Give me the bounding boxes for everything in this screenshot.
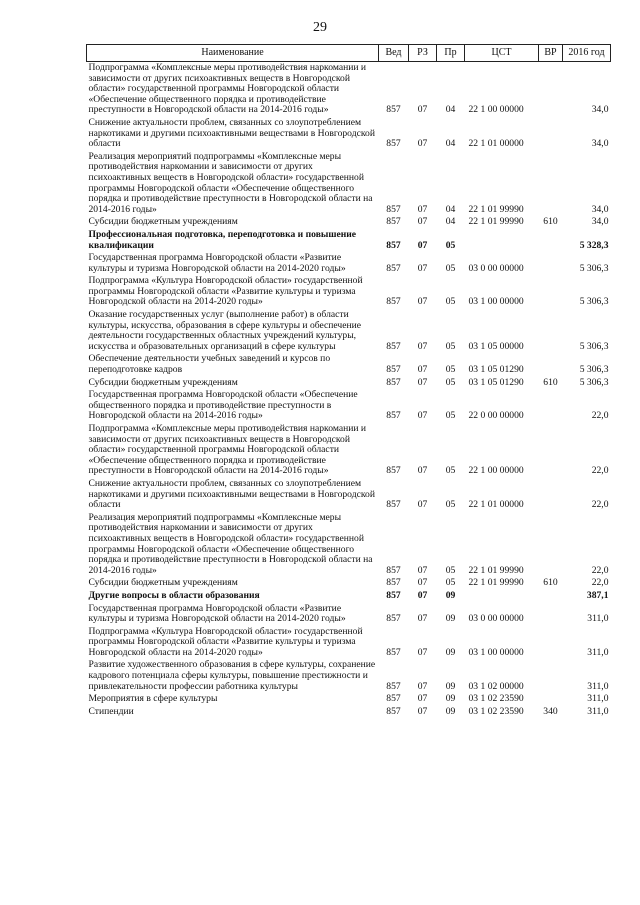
table-row [87,117,611,151]
cell-cst: 03 1 05 01290 [468,376,524,388]
cell-amount: 34,0 [591,104,609,116]
table-row [87,151,611,217]
cell-name: Снижение актуальности проблем, связанных со злоупотреблением наркотиками и другими психоактивными веществами в Новгородской области [88,477,375,511]
cell-ved: 857 [386,138,401,150]
cell-pr: 04 [445,138,456,150]
cell-name: Подпрограмма «Комплексные меры противодействия наркомании и зависимости от других психоактивных веществ в Новгородской области» государственной программы Новгородской области «Обеспечение общественного порядка и противодействие преступности в Новгородской области на 2014-2016 годы» [88,423,367,477]
cell-amount: 5 306,3 [579,296,609,308]
cell-vr [539,659,563,693]
cell-pr: 05 [445,410,456,422]
cell-pr: 04 [445,203,456,215]
cell-name: Подпрограмма «Культура Новгородской области» государственной программы Новгородской области «Развитие культуры и туризма Новгородской области на 2014-2020 годы» [88,625,363,658]
table-header-row [87,45,611,62]
cell-amount: 34,0 [591,203,609,215]
cell-rz: 07 [417,203,428,215]
table-row [87,62,611,117]
cell-name: Государственная программа Новгородской области «Развитие культуры и туризма Новгородской области на 2014-2020 годы» [88,252,346,274]
table-row [87,252,611,275]
cell-cst [465,229,539,252]
cell-pr: 05 [445,564,456,576]
page-number: 29 [313,20,327,35]
cell-name: Государственная программа Новгородской области «Развитие культуры и туризма Новгородской области на 2014-2020 годы» [88,602,346,625]
table-row [87,659,611,693]
cell-vr: 340 [543,705,558,717]
cell-vr [539,117,563,151]
cell-ved: 857 [386,705,401,717]
cell-ved: 857 [386,613,401,625]
cell-vr [539,512,563,578]
cell-vr [539,62,563,117]
cell-pr: 09 [445,613,456,625]
table-row [87,706,611,719]
cell-vr [539,626,563,660]
cell-pr: 05 [445,364,456,376]
column-header-vr: ВР [539,45,563,62]
cell-pr: 05 [445,465,456,477]
cell-amount: 5 306,3 [579,262,609,274]
cell-vr [539,275,563,309]
column-header-pr: Пр [437,45,465,62]
cell-cst: 22 1 00 00000 [468,104,524,116]
cell-pr: 05 [445,296,456,308]
cell-cst: 22 1 01 00000 [468,138,524,150]
table-row [87,216,611,229]
cell-amount: 5 306,3 [579,364,609,376]
cell-cst: 03 1 05 00000 [468,340,524,352]
cell-vr [539,229,563,252]
table-body [87,62,611,719]
cell-ved: 857 [386,499,401,511]
cell-amount: 311,0 [587,613,609,625]
cell-amount: 22,0 [591,465,609,477]
cell-rz: 07 [417,465,428,477]
cell-amount: 34,0 [591,138,609,150]
cell-ved: 857 [386,693,401,705]
cell-pr: 05 [445,577,456,589]
cell-cst: 22 0 00 00000 [468,410,524,422]
cell-amount: 311,0 [587,693,609,705]
cell-rz: 07 [417,376,428,388]
table-row [87,478,611,512]
column-header-amount: 2016 год [563,45,611,62]
cell-name: Снижение актуальности проблем, связанных со злоупотреблением наркотиками и другими психоактивными веществами в Новгородской области [88,116,375,150]
table-row [87,626,611,660]
cell-pr: 09 [445,589,456,601]
cell-pr: 05 [445,262,456,274]
cell-cst: 22 1 01 99990 [468,216,524,228]
table-row [87,577,611,590]
table-row [87,275,611,309]
cell-name: Подпрограмма «Культура Новгородской области» государственной программы Новгородской области «Развитие культуры и туризма Новгородской области на 2014-2020 годы» [88,275,363,308]
table-row [87,512,611,578]
cell-rz: 07 [417,104,428,116]
cell-rz: 07 [417,364,428,376]
cell-cst: 03 1 00 00000 [468,296,524,308]
table-row [87,389,611,423]
cell-cst: 22 1 01 99990 [468,203,524,215]
cell-ved: 857 [386,262,401,274]
cell-rz: 07 [417,340,428,352]
cell-ved: 857 [386,410,401,422]
cell-ved: 857 [386,340,401,352]
cell-vr [539,478,563,512]
cell-name: Реализация мероприятий подпрограммы «Комплексные меры противодействия наркомании и зависимости от других психоактивных веществ в Новгородской области» государственной программы Новгородской области «Обеспечение общественного порядка и противодействие преступности в Новгородской области на 2014-2016 годы» [88,511,373,576]
table-row [87,590,611,603]
table-row [87,353,611,376]
cell-amount: 22,0 [591,577,609,589]
table-row [87,229,611,252]
cell-cst: 03 0 00 00000 [468,613,524,625]
cell-ved: 857 [386,465,401,477]
cell-ved: 857 [386,376,401,388]
cell-rz: 07 [417,564,428,576]
cell-name: Государственная программа Новгородской области «Обеспечение общественного порядка и противодействие преступности в Новгородской области на 2014-2016 годы» [88,389,358,422]
cell-vr [539,603,563,626]
cell-ved: 857 [386,589,401,601]
cell-rz: 07 [417,646,428,658]
cell-vr [539,252,563,275]
cell-pr: 04 [445,216,456,228]
table-row [87,423,611,478]
cell-ved: 857 [386,239,401,251]
cell-amount: 5 306,3 [579,340,609,352]
cell-name: Реализация мероприятий подпрограммы «Комплексные меры противодействия наркомании и зависимости от других психоактивных веществ в Новгородской области» государственной программы Новгородской области «Обеспечение общественного порядка и противодействие преступности в Новгородской области на 2014-2016 годы» [88,150,373,215]
column-header-cst: ЦСТ [465,45,539,62]
cell-amount: 22,0 [591,499,609,511]
cell-ved: 857 [386,296,401,308]
column-header-name: Наименование [87,45,379,62]
cell-name: Профессиональная подготовка, переподготовка и повышение квалификации [88,228,357,251]
cell-pr: 05 [445,376,456,388]
cell-amount: 22,0 [591,410,609,422]
cell-vr [539,389,563,423]
cell-cst: 22 1 01 99990 [468,564,524,576]
cell-amount: 5 328,3 [579,239,609,251]
cell-rz: 07 [417,577,428,589]
cell-pr: 05 [445,499,456,511]
cell-vr [539,353,563,376]
cell-pr: 04 [445,104,456,116]
cell-pr: 09 [445,705,456,717]
table-row [87,603,611,626]
column-header-ved: Вед [379,45,409,62]
cell-amount: 311,0 [587,705,609,717]
table-row [87,693,611,706]
cell-amount: 387,1 [586,589,609,601]
cell-ved: 857 [386,203,401,215]
column-header-rz: РЗ [409,45,437,62]
cell-name: Оказание государственных услуг (выполнение работ) в области культуры, искусства, образования в сфере культуры и обеспечение деятельности государственных областных учреждений культуры, искусства и образовательных организаций в сфере культуры [88,309,362,352]
cell-rz: 07 [417,138,428,150]
cell-cst: 22 1 01 99990 [468,577,524,589]
cell-cst: 03 0 00 00000 [468,262,524,274]
cell-amount: 22,0 [591,564,609,576]
cell-amount: 311,0 [587,680,609,692]
cell-ved: 857 [386,680,401,692]
cell-rz: 07 [417,680,428,692]
cell-cst: 22 1 01 00000 [468,499,524,511]
cell-pr: 09 [445,680,456,692]
cell-rz: 07 [417,239,428,251]
cell-cst: 03 1 00 00000 [468,646,524,658]
cell-rz: 07 [417,693,428,705]
budget-table [86,44,611,718]
cell-name: Субсидии бюджетным учреждениям [88,216,238,228]
cell-pr: 05 [445,340,456,352]
cell-name: Обеспечение деятельности учебных заведений и курсов по переподготовке кадров [88,353,331,376]
cell-vr: 610 [543,577,558,589]
cell-cst: 03 1 05 01290 [468,364,524,376]
cell-ved: 857 [386,646,401,658]
cell-name: Стипендии [88,705,134,717]
cell-cst: 03 1 02 23590 [468,693,524,705]
cell-amount: 34,0 [591,216,609,228]
cell-rz: 07 [417,613,428,625]
cell-rz: 07 [417,296,428,308]
cell-pr: 09 [445,693,456,705]
cell-pr: 09 [445,646,456,658]
table-row [87,309,611,353]
cell-cst [465,590,539,603]
cell-vr: 610 [543,216,558,228]
cell-vr [539,693,563,706]
cell-rz: 07 [417,499,428,511]
cell-name: Субсидии бюджетным учреждениям [88,577,238,589]
cell-ved: 857 [386,364,401,376]
cell-vr: 610 [543,376,558,388]
cell-rz: 07 [417,410,428,422]
cell-rz: 07 [417,262,428,274]
cell-ved: 857 [386,577,401,589]
cell-cst: 03 1 02 00000 [468,680,524,692]
cell-name: Подпрограмма «Комплексные меры противодействия наркомании и зависимости от других психоактивных веществ в Новгородской области» государственной программы Новгородской области «Обеспечение общественного порядка и противодействие преступности в Новгородской области на 2014-2016 годы» [88,62,367,116]
cell-name: Развитие художественного образования в сфере культуры, сохранение кадрового потенциала сферы культуры, повышение престижности и привлекательности профессии работника культуры [88,659,376,692]
cell-vr [539,590,563,603]
cell-ved: 857 [386,216,401,228]
cell-vr [539,309,563,353]
cell-rz: 07 [417,589,428,601]
cell-vr [539,151,563,217]
cell-rz: 07 [417,216,428,228]
cell-name: Другие вопросы в области образования [88,589,260,601]
cell-ved: 857 [386,104,401,116]
cell-name: Мероприятия в сфере культуры [88,693,218,705]
cell-vr [539,423,563,478]
cell-name: Субсидии бюджетным учреждениям [88,376,238,388]
cell-ved: 857 [386,564,401,576]
cell-cst: 22 1 00 00000 [468,465,524,477]
cell-rz: 07 [417,705,428,717]
table-row [87,377,611,390]
cell-amount: 311,0 [587,646,609,658]
cell-pr: 05 [445,239,456,251]
cell-amount: 5 306,3 [579,376,609,388]
cell-cst: 03 1 02 23590 [468,705,524,717]
